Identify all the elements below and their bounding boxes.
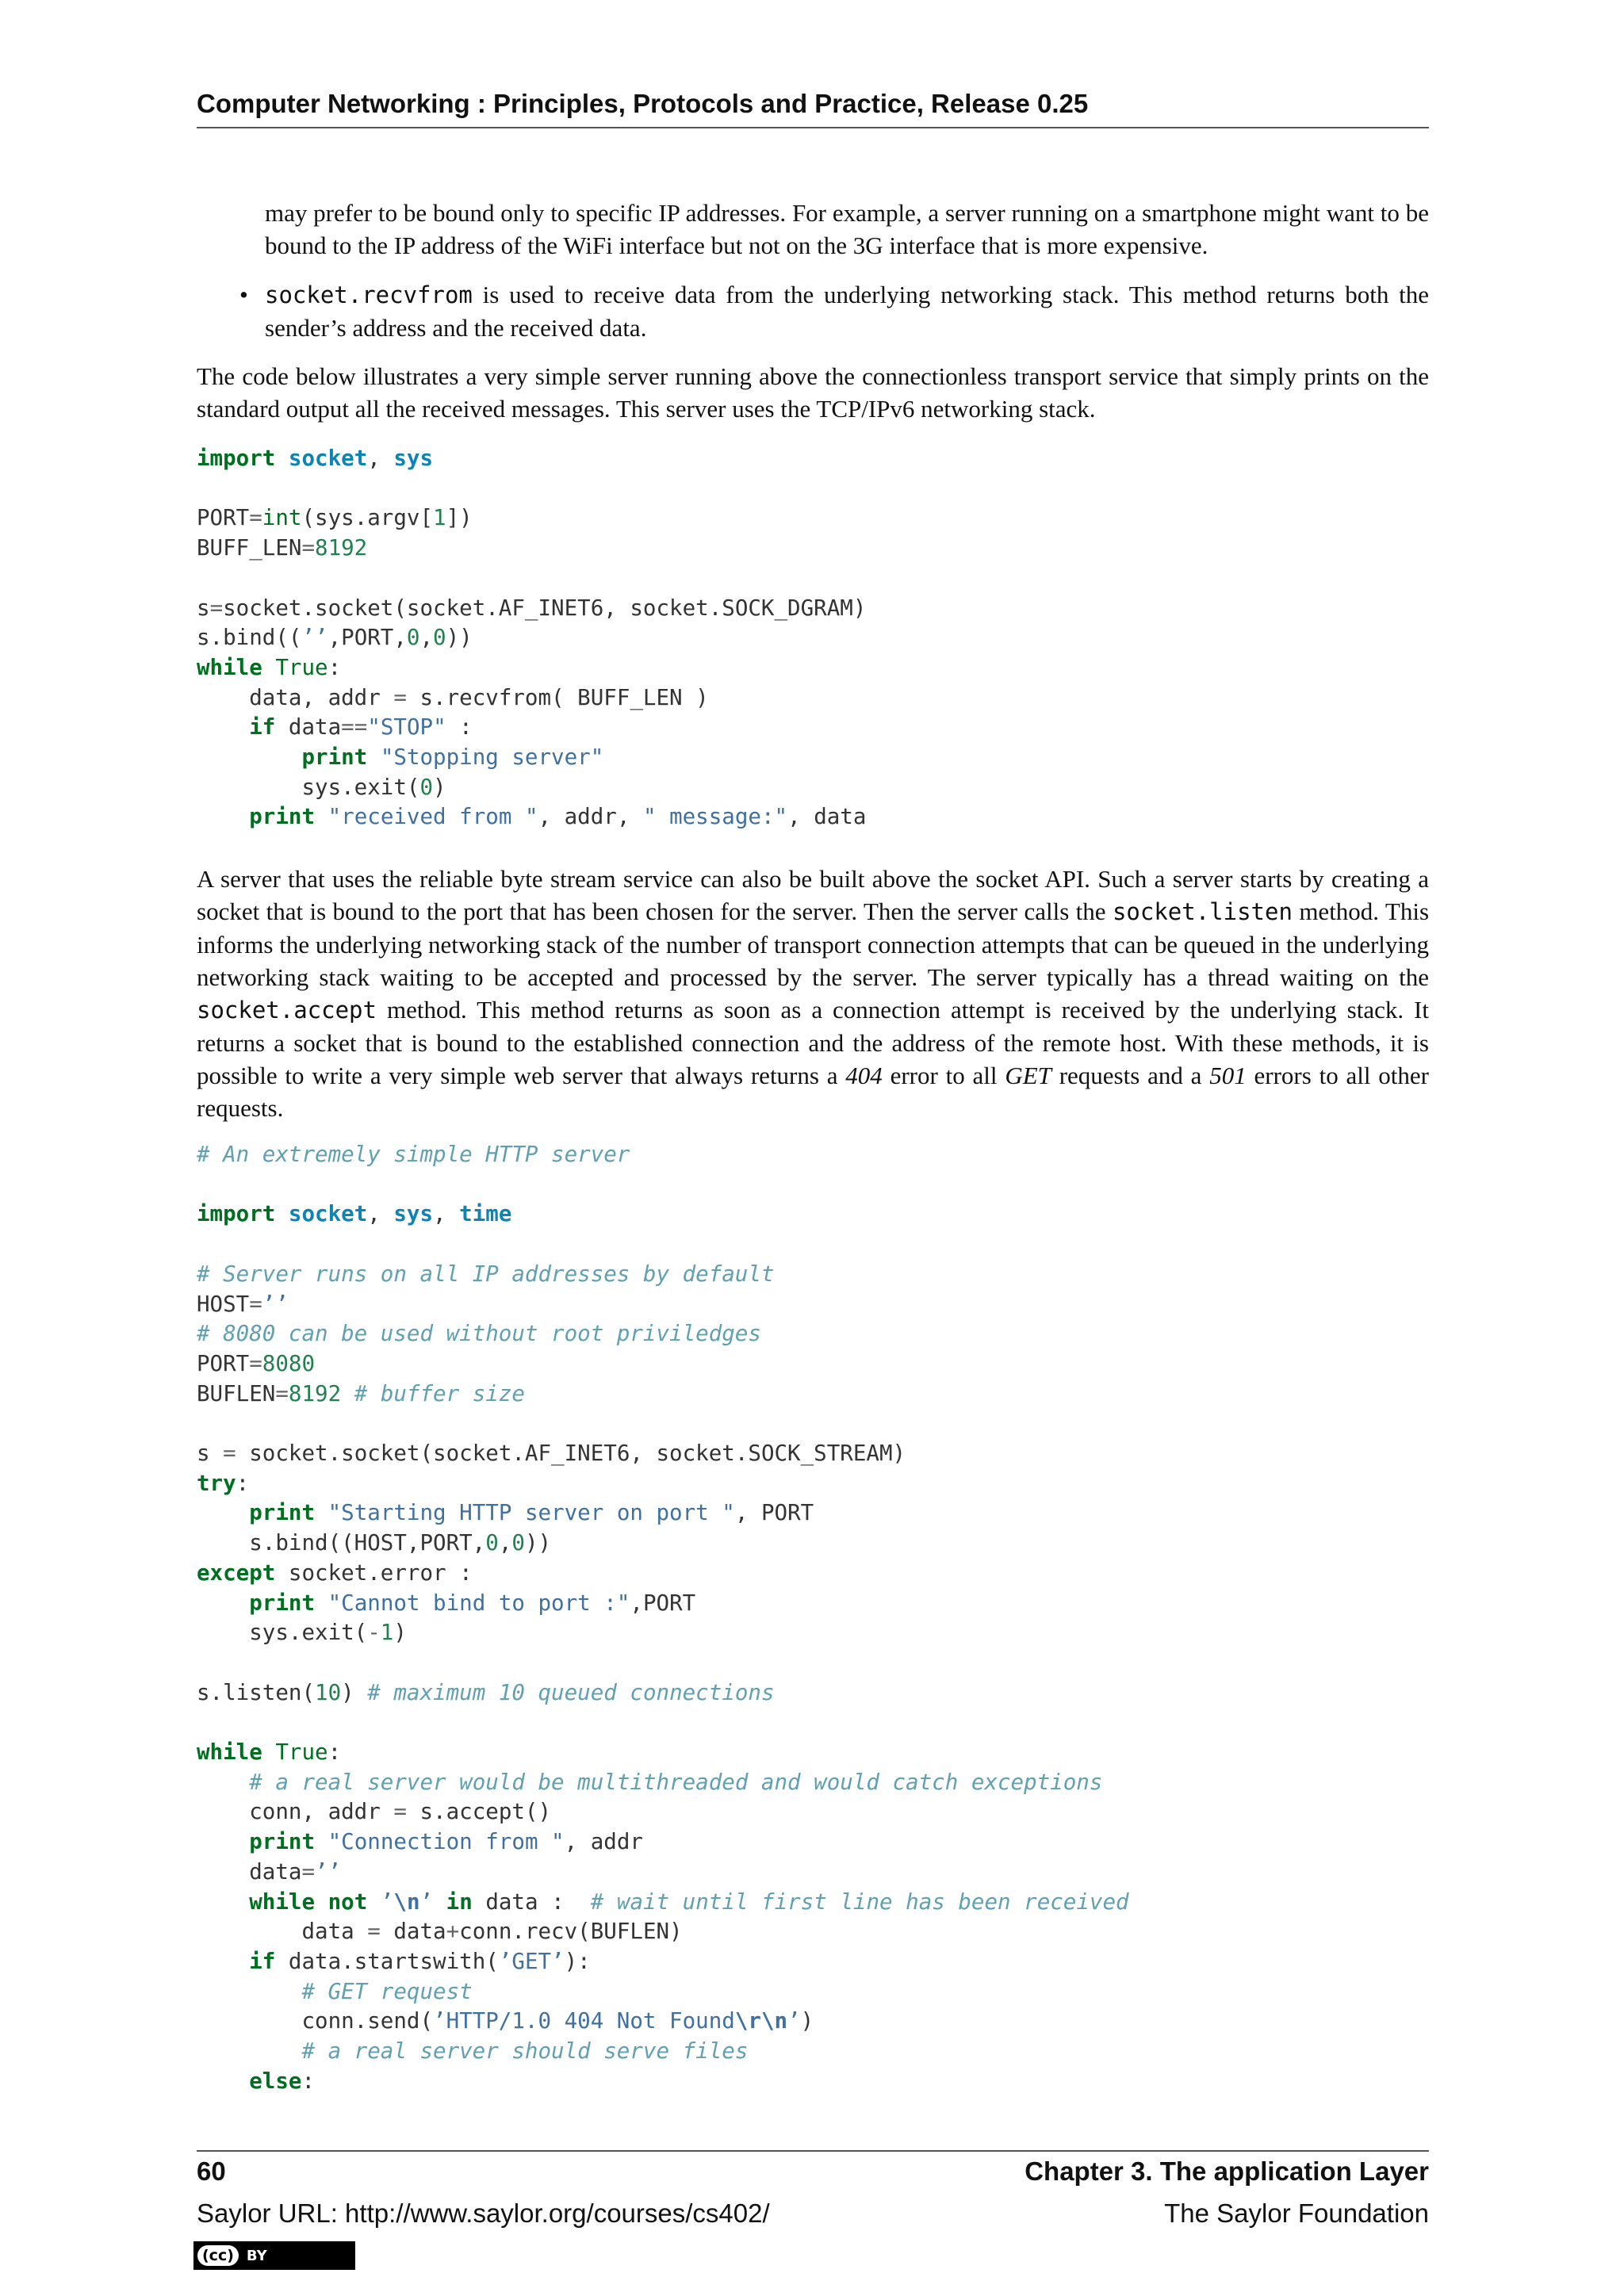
code-line xyxy=(197,1351,315,1376)
code-line xyxy=(197,1859,341,1885)
cc-by-license-badge xyxy=(193,2241,355,2270)
code-block-udp-server xyxy=(197,444,866,832)
code-line xyxy=(197,1919,683,1944)
code-token xyxy=(315,1500,328,1525)
code-token: "received from " xyxy=(327,804,538,830)
code-token: ,PORT xyxy=(630,1590,696,1616)
code-token xyxy=(262,1739,276,1765)
code-token xyxy=(341,1381,354,1406)
code-token: s.listen( xyxy=(197,1679,316,1705)
code-token: )) xyxy=(524,1530,552,1556)
code-token: 10 xyxy=(315,1679,342,1705)
code-line xyxy=(197,1292,289,1317)
text-run: A server that uses the reliable byte stream service can also be built above the socket API. Such a server starts by creating a socket that is bound to the port that has been chosen for the server. Then the server calls the xyxy=(197,865,1429,925)
text-run: error to all xyxy=(882,1062,1005,1089)
inline-code: socket.accept xyxy=(197,997,377,1024)
code-token xyxy=(433,1889,446,1915)
paragraph-udp-server: The code below illustrates a very simple server running above the connectionless transport service that simply prints on the standard output all the received messages. This server uses the TCP/IPv6 networking stack. xyxy=(197,362,1429,423)
code-line xyxy=(197,655,341,680)
code-token: "STOP" xyxy=(367,714,446,740)
code-token: BUFLEN xyxy=(197,1380,276,1406)
code-token: socket.socket(socket.AF_INET6, socket.SOCK_DGRAM) xyxy=(223,595,867,621)
code-token: )) xyxy=(446,625,473,651)
code-line xyxy=(197,1321,761,1346)
code-token: ’GET’ xyxy=(498,1948,565,1974)
chapter-title: Chapter 3. The application Layer xyxy=(1025,2156,1429,2186)
bullet-marker: • xyxy=(239,281,248,308)
code-token: while xyxy=(197,654,262,680)
paragraph-tcp-server xyxy=(197,863,1429,1124)
code-token: (sys.argv[ xyxy=(301,505,434,531)
inline-code: socket.listen xyxy=(1112,898,1293,925)
code-token: : xyxy=(236,1470,250,1496)
code-token: ) xyxy=(393,1620,407,1646)
code-token: , xyxy=(419,625,434,651)
code-token: PORT xyxy=(197,505,250,531)
code-block-http-server xyxy=(197,1140,1129,2097)
code-token: : xyxy=(301,2068,316,2094)
code-token: s.bind(( xyxy=(197,625,302,651)
code-line xyxy=(197,1739,341,1765)
code-line xyxy=(197,1500,814,1525)
text-run: errors to all other requests. xyxy=(197,1062,1429,1122)
code-token: # GET request xyxy=(301,1978,473,2004)
code-token: # a real server should serve files xyxy=(301,2038,749,2064)
code-token: sys xyxy=(393,1201,434,1227)
code-token: print xyxy=(249,1829,316,1855)
code-token xyxy=(197,1590,249,1616)
inline-code: socket.recvfrom xyxy=(265,281,473,308)
code-token: 1 xyxy=(380,1620,394,1646)
code-token xyxy=(367,744,381,770)
code-line xyxy=(197,1620,407,1645)
code-token: : xyxy=(327,1739,342,1766)
code-token: socket xyxy=(288,446,368,471)
code-token: sys xyxy=(393,446,434,471)
code-token: , xyxy=(433,1201,460,1227)
code-token xyxy=(197,2068,249,2094)
code-token: 0 xyxy=(485,1530,499,1556)
code-token: data xyxy=(380,1919,446,1945)
code-token: - xyxy=(367,1620,381,1646)
code-token xyxy=(262,655,276,680)
code-token: 8080 xyxy=(262,1350,316,1376)
code-token: ’ xyxy=(787,2008,801,2034)
code-token: == xyxy=(341,714,368,740)
code-token: ]) xyxy=(446,505,473,531)
code-line xyxy=(197,1201,511,1226)
code-token: , addr, xyxy=(538,804,643,830)
code-line xyxy=(197,1471,249,1496)
code-token: ’’ xyxy=(301,625,328,651)
code-line xyxy=(197,446,433,471)
code-token: conn.send( xyxy=(197,2008,434,2034)
code-line xyxy=(197,535,367,561)
code-token: "Connection from " xyxy=(327,1829,565,1855)
code-token: = xyxy=(393,1799,407,1825)
text-run: method. This informs the underlying networking stack of the number of transport connection attempts that can be queued in the underlying networking stack waiting to be accepted and processed by the server. The server typically has a thread waiting on the xyxy=(197,897,1430,991)
code-token xyxy=(275,446,289,471)
code-token: = xyxy=(301,535,316,561)
code-token: HOST xyxy=(197,1291,250,1317)
code-token xyxy=(197,1979,301,2004)
code-token: PORT xyxy=(197,1350,250,1376)
code-token xyxy=(367,1889,381,1915)
code-token: , xyxy=(367,1201,394,1227)
code-token: else xyxy=(249,2068,302,2094)
code-token: conn, addr xyxy=(197,1799,394,1825)
code-token: 1 xyxy=(433,505,446,531)
code-token: ’’ xyxy=(315,1858,342,1885)
code-token: 0 xyxy=(433,625,446,651)
code-token: True xyxy=(275,1739,328,1766)
code-token: 8192 xyxy=(288,1380,342,1406)
code-token: # 8080 can be used without root priviledges xyxy=(197,1321,761,1347)
code-token: 0 xyxy=(406,625,420,651)
code-token: import xyxy=(197,446,276,471)
page-number: 60 xyxy=(197,2156,226,2186)
code-token xyxy=(197,1500,249,1525)
by-label: BY xyxy=(246,2247,267,2264)
code-token: print xyxy=(249,804,316,830)
code-line xyxy=(197,685,709,710)
code-token xyxy=(197,1829,249,1854)
code-token xyxy=(197,1770,249,1795)
code-token: = xyxy=(249,1291,262,1317)
code-line xyxy=(197,714,473,740)
code-line xyxy=(197,744,603,770)
code-token: , PORT xyxy=(734,1500,814,1526)
code-token xyxy=(275,1201,289,1226)
code-token: while xyxy=(197,1739,262,1766)
code-token: = xyxy=(209,595,224,621)
code-token: # maximum 10 queued connections xyxy=(367,1679,775,1705)
code-token: except xyxy=(197,1559,276,1586)
code-line xyxy=(197,625,473,650)
code-token: not xyxy=(327,1888,368,1915)
code-line xyxy=(197,1441,906,1466)
code-line xyxy=(197,595,866,621)
code-token: "Cannot bind to port :" xyxy=(327,1590,630,1616)
code-token: ’HTTP/1.0 404 Not Found xyxy=(433,2008,735,2034)
code-token xyxy=(197,1889,249,1915)
code-token: data : xyxy=(472,1888,591,1915)
code-line xyxy=(197,1799,551,1824)
foundation-name: The Saylor Foundation xyxy=(1164,2198,1429,2228)
code-token: ’ xyxy=(419,1888,434,1915)
code-token: time xyxy=(459,1201,512,1227)
code-token xyxy=(197,1949,249,1974)
code-token xyxy=(197,714,249,740)
code-token: try xyxy=(197,1470,236,1496)
code-token: = xyxy=(301,1858,316,1885)
bullet-text: is used to receive data from the underlying networking stack. This method returns both the sender’s address and the received data. xyxy=(265,281,1429,342)
code-token xyxy=(315,804,328,829)
bullet-item-recvfrom xyxy=(265,278,1429,344)
code-token: + xyxy=(446,1919,460,1945)
header-rule xyxy=(197,127,1429,128)
code-line xyxy=(197,505,473,530)
code-token: print xyxy=(249,1500,316,1526)
code-line xyxy=(197,1680,775,1705)
code-token: s.recvfrom( BUFF_LEN ) xyxy=(406,684,709,710)
code-token: s.accept() xyxy=(406,1799,552,1825)
emphasis: GET xyxy=(1005,1062,1051,1089)
code-line xyxy=(197,1142,630,1167)
code-token: "Stopping server" xyxy=(380,744,604,771)
code-token: socket.error : xyxy=(275,1559,473,1586)
code-token xyxy=(197,2038,301,2064)
code-line xyxy=(197,2038,748,2064)
saylor-url: Saylor URL: http://www.saylor.org/courses/cs402/ xyxy=(197,2198,770,2228)
code-token: = xyxy=(275,1380,289,1406)
code-token: if xyxy=(249,714,276,740)
text-run: method. This method returns as soon as a connection attempt is received by the underlying stack. It returns a socket that is bound to the established connection and the address of the remote host. With these methods, it is possible to write a very simple web server that always returns a xyxy=(197,996,1429,1089)
code-token: data.startswith( xyxy=(275,1948,499,1974)
code-line xyxy=(197,1889,1129,1915)
code-token: = xyxy=(393,684,407,710)
code-line xyxy=(197,1381,525,1406)
code-token: 0 xyxy=(511,1530,525,1556)
text-run: requests and a xyxy=(1051,1062,1210,1089)
code-token: # Server runs on all IP addresses by default xyxy=(197,1261,775,1287)
code-token: : xyxy=(327,654,342,680)
code-token: = xyxy=(367,1919,381,1945)
code-token: BUFF_LEN xyxy=(197,535,302,561)
cc-icon: (cc) xyxy=(197,2245,239,2266)
code-token: ): xyxy=(564,1948,591,1974)
code-token: , xyxy=(498,1530,512,1556)
code-token: " message:" xyxy=(642,804,788,830)
footer-rule xyxy=(197,2150,1429,2152)
code-token xyxy=(197,744,301,770)
code-token: while xyxy=(249,1888,316,1915)
code-token: 8192 xyxy=(315,535,368,561)
code-token: conn.recv(BUFLEN) xyxy=(459,1919,683,1945)
code-line xyxy=(197,1829,643,1854)
code-token: = xyxy=(249,505,262,531)
code-token: ’ xyxy=(380,1888,394,1915)
code-token: , addr xyxy=(564,1829,643,1855)
code-token: # wait until first line has been received xyxy=(590,1888,1129,1915)
code-token xyxy=(315,1590,328,1616)
code-token: socket xyxy=(288,1201,368,1227)
code-token: : xyxy=(446,714,473,740)
code-token xyxy=(315,1889,328,1915)
code-line xyxy=(197,775,446,800)
code-token: = xyxy=(223,1441,236,1467)
code-token: data xyxy=(197,1919,368,1945)
running-header: Computer Networking : Principles, Protocols and Practice, Release 0.25 xyxy=(197,89,1089,118)
code-line xyxy=(197,1261,774,1287)
code-token: = xyxy=(249,1350,262,1376)
code-token: data xyxy=(275,714,342,740)
code-line xyxy=(197,2008,814,2034)
code-token: sys.exit( xyxy=(197,774,420,800)
code-line xyxy=(197,1560,473,1586)
code-token: True xyxy=(275,654,328,680)
code-token: s.bind((HOST,PORT, xyxy=(197,1530,486,1556)
emphasis: 404 xyxy=(845,1062,883,1089)
code-token: print xyxy=(249,1590,316,1616)
code-token: if xyxy=(249,1948,276,1974)
code-token: ’’ xyxy=(262,1291,289,1317)
code-token xyxy=(315,1829,328,1854)
code-token: ) xyxy=(800,2008,814,2034)
code-line xyxy=(197,1949,591,1974)
code-line xyxy=(197,1770,1102,1795)
code-token: ) xyxy=(433,774,446,800)
code-token: \n xyxy=(393,1888,420,1915)
code-token: \r\n xyxy=(734,2008,788,2034)
code-token: # a real server would be multithreaded and would catch exceptions xyxy=(249,1769,1103,1795)
code-token xyxy=(197,804,249,829)
code-token: , data xyxy=(787,804,867,830)
code-token: s xyxy=(197,595,210,621)
code-token: ) xyxy=(341,1679,368,1705)
code-token: s xyxy=(197,1441,224,1467)
code-line xyxy=(197,2068,315,2094)
code-token: print xyxy=(301,744,368,771)
code-token: # An extremely simple HTTP server xyxy=(197,1142,630,1167)
code-token: sys.exit( xyxy=(197,1620,368,1646)
code-token: socket.socket(socket.AF_INET6, socket.SOCK_STREAM) xyxy=(236,1441,906,1467)
code-line xyxy=(197,1530,551,1556)
code-token: int xyxy=(262,505,302,531)
code-token: "Starting HTTP server on port " xyxy=(327,1500,735,1526)
code-line xyxy=(197,1979,473,2004)
code-token: data xyxy=(197,1858,302,1885)
code-token: ,PORT, xyxy=(327,625,407,651)
code-token: , xyxy=(367,446,394,471)
emphasis: 501 xyxy=(1209,1062,1247,1089)
code-line xyxy=(197,1590,695,1616)
code-line xyxy=(197,804,866,829)
intro-continuation: may prefer to be bound only to specific IP addresses. For example, a server running on a smartphone might want to be bound to the IP address of the WiFi interface but not on the 3G interface that is more expensive. xyxy=(265,199,1429,259)
code-token: import xyxy=(197,1201,276,1227)
code-token: in xyxy=(446,1888,473,1915)
code-token: # buffer size xyxy=(354,1380,525,1406)
code-token: data, addr xyxy=(197,684,394,710)
code-token: 0 xyxy=(419,774,434,800)
